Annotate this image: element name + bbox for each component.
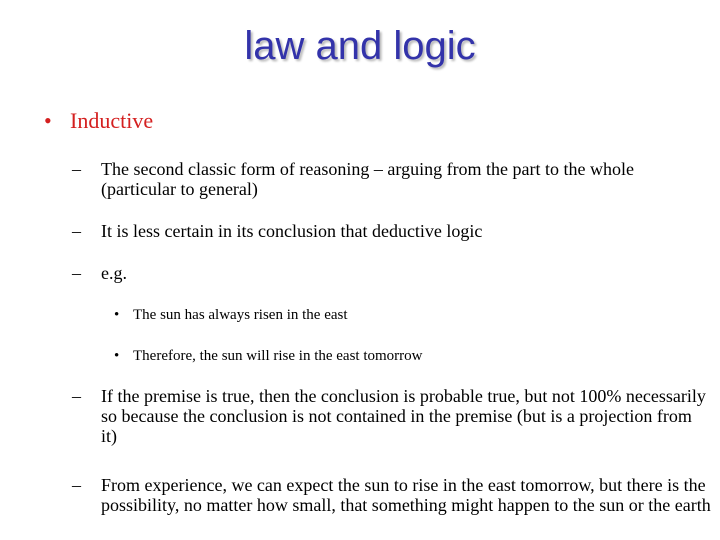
dash-icon: – <box>72 221 81 241</box>
sub-point-text: If the premise is true, then the conclusion is probable true, but not 100% necessarily so because the conclusion is not contained in the premise (but is a projection from it) <box>101 386 706 446</box>
sub-point <box>72 386 712 446</box>
example-text: Therefore, the sun will rise in the east tomorrow <box>133 348 423 364</box>
dash-icon: – <box>72 263 81 283</box>
bullet-icon: • <box>44 108 52 133</box>
sub-point-text: From experience, we can expect the sun to rise in the east tomorrow, but there is the possibility, no matter how small, that something might happen to the sun or the earth <box>101 475 711 515</box>
example-item <box>114 347 704 365</box>
dash-icon: – <box>72 475 81 495</box>
sub-point <box>72 475 712 515</box>
bullet-icon: • <box>114 348 120 364</box>
sub-point-text: It is less certain in its conclusion that deductive logic <box>101 221 483 241</box>
bullet-icon: • <box>114 307 120 323</box>
dash-icon: – <box>72 159 81 179</box>
sub-point <box>72 159 712 199</box>
main-point-label: Inductive <box>70 108 154 133</box>
dash-icon: – <box>72 386 81 406</box>
sub-point-text: e.g. <box>101 263 127 283</box>
sub-point-text: The second classic form of reasoning – arguing from the part to the whole (particular to general) <box>101 159 635 199</box>
example-item <box>114 306 704 324</box>
sub-point <box>72 221 712 241</box>
example-text: The sun has always risen in the east <box>133 307 348 323</box>
slide-title: law and logic <box>244 24 476 68</box>
sub-point <box>72 263 712 283</box>
